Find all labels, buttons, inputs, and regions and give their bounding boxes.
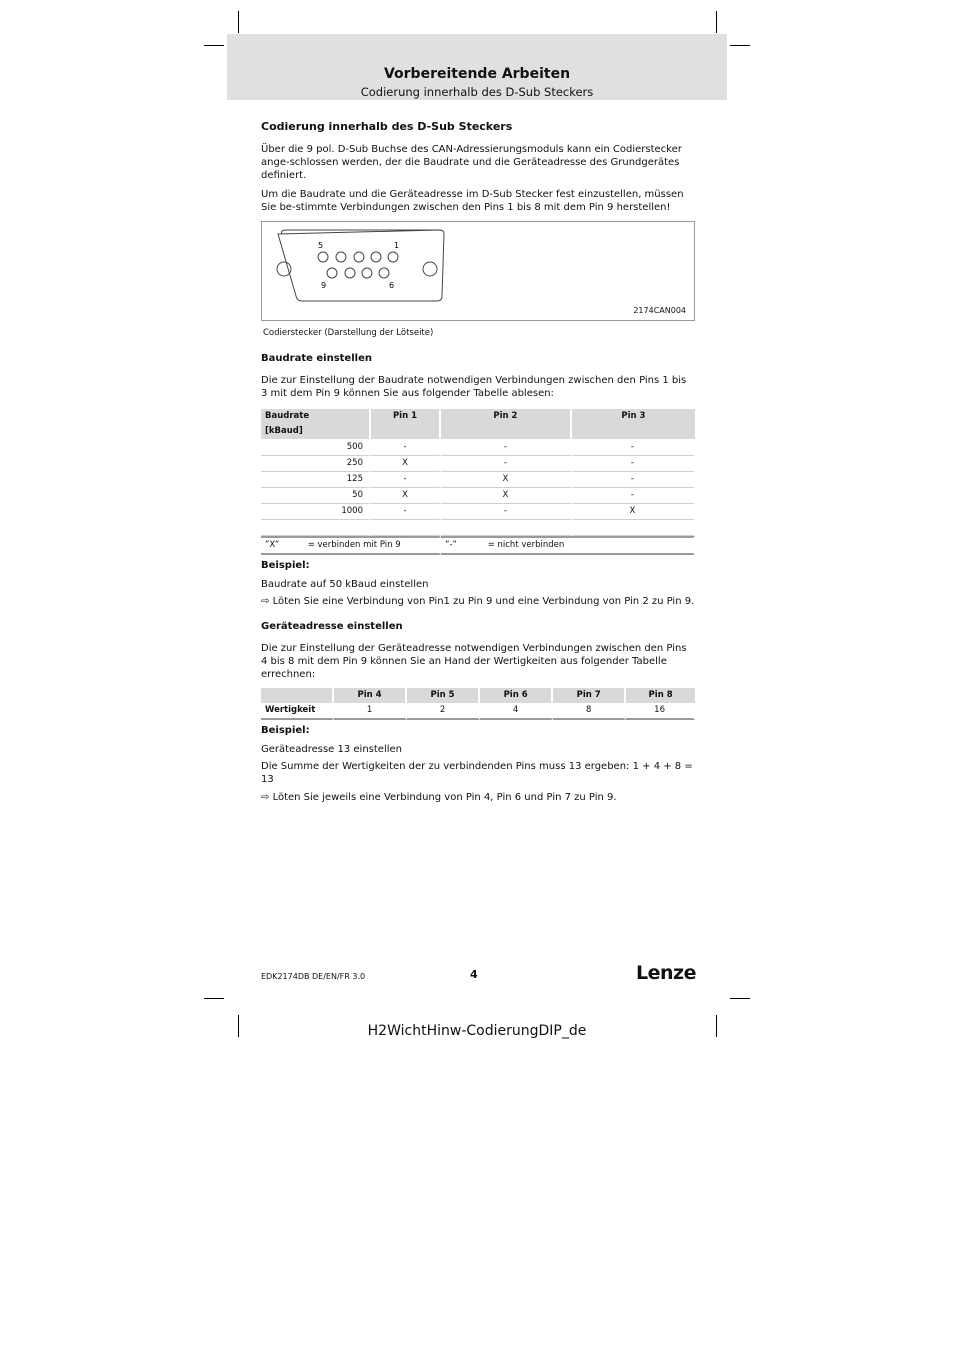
unit-row <box>261 424 695 440</box>
baud-title: Baudrate einstellen <box>261 353 372 364</box>
crop-mark <box>730 45 750 46</box>
baud-table <box>261 409 695 555</box>
pin-label-1: 1 <box>394 241 400 250</box>
address-intro: Die zur Einstellung der Geräteadresse notwendigen Verbindungen zwischen den Pins 4 bis 8 mit dem Pin 9 können Sie an Hand der Wertigkeiten aus folgender Tabelle errechnen: <box>261 643 687 680</box>
table-cell: - <box>572 488 695 504</box>
table-row <box>261 472 695 488</box>
table-row <box>261 703 695 720</box>
column-header: Pin 6 <box>480 688 553 703</box>
table-row <box>261 456 695 472</box>
column-header: Pin 2 <box>441 409 572 424</box>
header-title: Vorbereitende Arbeiten <box>383 66 571 82</box>
table-cell: 8 <box>553 703 626 720</box>
intro-paragraph: Über die 9 pol. D-Sub Buchse des CAN-Adressierungsmoduls kann ein Codierstecker ange-schlossen werden, der die Baudrate und die Geräteadresse des Grundgerätes definiert. <box>261 144 682 181</box>
table-header-row <box>261 409 695 424</box>
baud-example-text: Baudrate auf 50 kBaud einstellen <box>261 579 429 590</box>
crop-mark <box>204 45 224 46</box>
legend-x-key: ”X” <box>265 540 280 550</box>
address-example-label: Beispiel: <box>261 725 310 736</box>
arrow-right-icon: ⇨ <box>261 792 270 803</box>
table-cell: 1000 <box>261 504 371 520</box>
main-content <box>261 118 695 811</box>
unit-cell: [kBaud] <box>261 424 371 440</box>
column-header: Pin 8 <box>626 688 695 703</box>
legend-dash-text: = nicht verbinden <box>487 540 565 550</box>
table-cell: 250 <box>261 456 371 472</box>
table-cell: 50 <box>261 488 371 504</box>
address-table <box>261 688 695 720</box>
table-cell: - <box>572 456 695 472</box>
table-cell: X <box>371 488 441 504</box>
file-label: H2WichtHinw-CodierungDIP_de <box>367 1023 587 1039</box>
table-cell: 4 <box>480 703 553 720</box>
table-cell: - <box>441 440 572 456</box>
section-title: Codierung innerhalb des D-Sub Steckers <box>261 120 513 133</box>
pin-label-6: 6 <box>389 281 395 290</box>
column-header: Pin 4 <box>334 688 407 703</box>
table-cell: 125 <box>261 472 371 488</box>
page-number: 4 <box>470 968 478 981</box>
table-cell: X <box>441 472 572 488</box>
header-band <box>227 34 727 100</box>
table-cell: X <box>441 488 572 504</box>
instruction-paragraph: Um die Baudrate und die Geräteadresse im D-Sub Stecker fest einzustellen, müssen Sie be-stimmte Verbindungen zwischen den Pins 1 bis 8 mit dem Pin 9 herstellen! <box>261 189 684 213</box>
address-example-sum: Die Summe der Wertigkeiten der zu verbindenden Pins muss 13 ergeben: 1 + 4 + 8 = 13 <box>261 761 693 785</box>
pin-label-9: 9 <box>321 281 327 290</box>
table-row <box>261 504 695 520</box>
connector-figure <box>261 221 695 321</box>
table-cell: - <box>441 504 572 520</box>
column-header: Pin 1 <box>371 409 441 424</box>
empty-row <box>261 520 695 536</box>
crop-mark <box>730 998 750 999</box>
table-row <box>261 440 695 456</box>
baud-example-label: Beispiel: <box>261 560 310 571</box>
table-cell: - <box>371 472 441 488</box>
crop-mark <box>716 11 717 33</box>
row-label: Wertigkeit <box>261 703 334 720</box>
table-cell: - <box>441 456 572 472</box>
dsub-connector-drawing <box>270 226 470 306</box>
table-cell: 16 <box>626 703 695 720</box>
address-example-action: ⇨ Löten Sie jeweils eine Verbindung von Pin 4, Pin 6 und Pin 7 zu Pin 9. <box>261 792 617 803</box>
figure-code: 2174CAN004 <box>633 306 686 315</box>
column-header: Baudrate <box>261 409 371 424</box>
arrow-right-icon: ⇨ <box>261 596 270 607</box>
figure-caption: Codierstecker (Darstellung der Lötseite) <box>263 328 434 338</box>
crop-mark <box>204 998 224 999</box>
table-row <box>261 488 695 504</box>
table-cell: - <box>572 440 695 456</box>
table-cell: X <box>572 504 695 520</box>
table-header-row <box>261 688 695 703</box>
baud-example-action: ⇨ Löten Sie eine Verbindung von Pin1 zu Pin 9 und eine Verbindung von Pin 2 zu Pin 9. <box>261 596 695 607</box>
table-cell: X <box>371 456 441 472</box>
table-cell: 500 <box>261 440 371 456</box>
pin-label-5: 5 <box>318 241 324 250</box>
address-title: Geräteadresse einstellen <box>261 621 403 632</box>
column-header: Pin 3 <box>572 409 695 424</box>
baud-intro: Die zur Einstellung der Baudrate notwendigen Verbindungen zwischen den Pins 1 bis 3 mit dem Pin 9 können Sie aus folgender Tabelle ablesen: <box>261 375 687 399</box>
legend-row <box>261 536 695 555</box>
table-cell: - <box>371 504 441 520</box>
header-subtitle: Codierung innerhalb des D-Sub Steckers <box>360 85 594 99</box>
address-example-text: Geräteadresse 13 einstellen <box>261 744 402 755</box>
column-header <box>261 688 334 703</box>
crop-mark <box>238 11 239 33</box>
lenze-logo: Lenze <box>636 962 696 984</box>
table-cell: 1 <box>334 703 407 720</box>
document-code: EDK2174DB DE/EN/FR 3.0 <box>261 972 366 981</box>
table-cell: 2 <box>407 703 480 720</box>
column-header: Pin 7 <box>553 688 626 703</box>
table-cell: - <box>371 440 441 456</box>
column-header: Pin 5 <box>407 688 480 703</box>
legend-dash-key: ”-” <box>444 540 457 550</box>
legend-x-text: = verbinden mit Pin 9 <box>307 540 401 550</box>
table-cell: - <box>572 472 695 488</box>
